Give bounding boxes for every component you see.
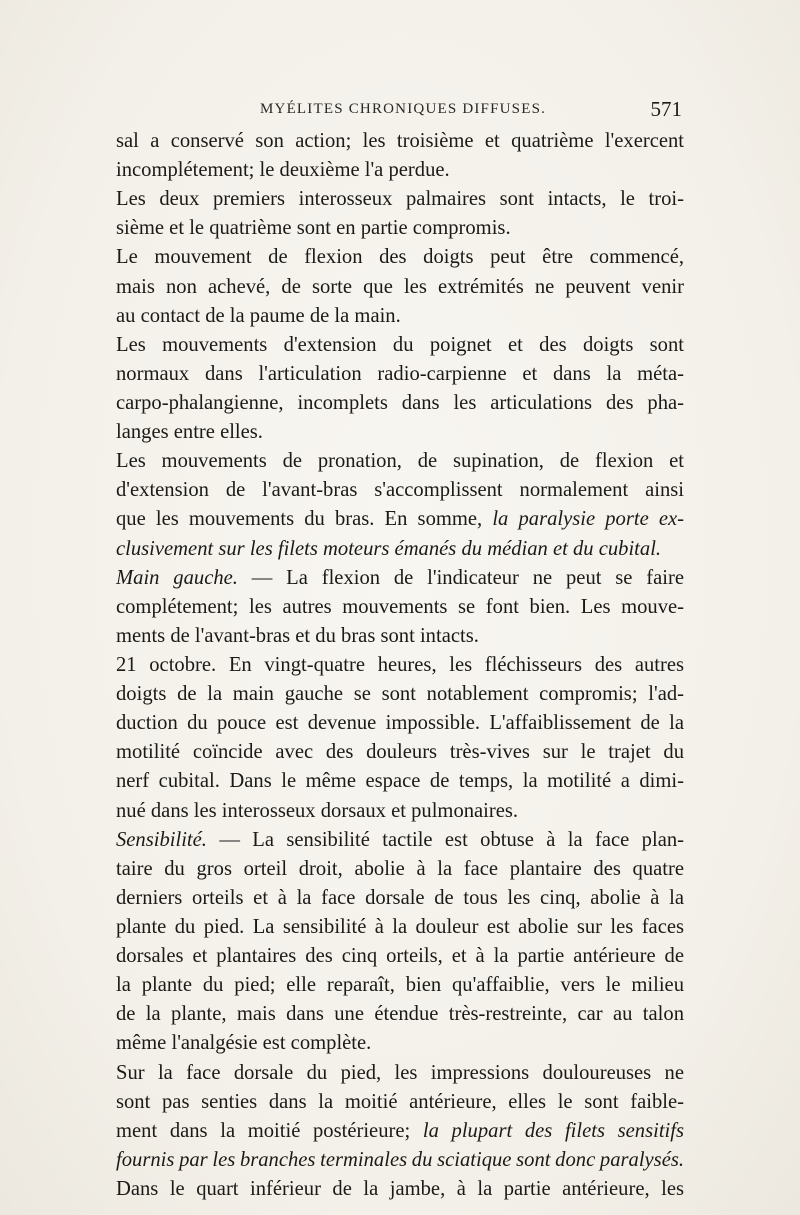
text-line: au contact de la paume de la main. xyxy=(116,304,401,327)
text-line: Les mouvements d'extension du poignet et des doigts sont xyxy=(116,333,684,356)
text-line: Les deux premiers interosseux palmaires sont intacts, le troi- xyxy=(116,188,684,211)
italic-phrase: fournis par les branches terminales du sciatique sont donc paralysés. xyxy=(116,1148,684,1171)
text-line: sal a conservé son action; les troisième et quatrième l'exercent xyxy=(116,130,684,152)
text-line: taire du gros orteil droit, abolie à la face plantaire des quatre xyxy=(116,857,684,880)
text-line: 21 octobre. En vingt-quatre heures, les fléchisseurs des autres xyxy=(116,653,684,676)
text-line: même l'analgésie est complète. xyxy=(116,1032,372,1055)
text-line: sième et le quatrième sont en partie compromis. xyxy=(116,217,511,240)
text-line: nué dans les interosseux dorsaux et pulmonaires. xyxy=(116,799,519,822)
text-line: dorsales et plantaires des cinq orteils, et à la partie antérieure de xyxy=(116,945,684,968)
italic-phrase: la plupart des filets sensitifs xyxy=(422,1119,684,1142)
text-line: derniers orteils et à la face dorsale de tous les cinq, abolie à la xyxy=(116,886,684,909)
text-line: carpo-phalangienne, incomplets dans les articulations des pha- xyxy=(116,391,684,414)
text-line: que les mouvements du bras. En somme, la paralysie porte ex- xyxy=(116,508,684,531)
section-label-main-gauche: Main gauche. xyxy=(116,566,238,589)
text-line: d'extension de l'avant-bras s'accomplissent normalement ainsi xyxy=(116,479,684,502)
text-line: Dans le quart inférieur de la jambe, à la partie antérieure, les xyxy=(116,1177,684,1200)
text-line: langes entre elles. xyxy=(116,421,263,444)
text-line: mais non achevé, de sorte que les extrémités ne peuvent venir xyxy=(116,275,684,298)
text-line: de la plante, mais dans une étendue très-restreinte, car au talon xyxy=(116,1003,684,1026)
italic-phrase: la paralysie porte ex- xyxy=(492,508,684,531)
page-number: 571 xyxy=(650,97,682,121)
text-line: incomplétement; le deuxième l'a perdue. xyxy=(116,159,450,182)
italic-phrase: clusivement sur les filets moteurs émanés du médian et du cubital. xyxy=(116,537,662,560)
text-line: plante du pied. La sensibilité à la douleur est abolie sur les faces xyxy=(116,915,684,938)
text-line: la plante du pied; elle reparaît, bien qu'affaiblie, vers le milieu xyxy=(116,974,684,997)
text-line xyxy=(116,535,684,564)
text-line: ment dans la moitié postérieure; la plupart des filets sensitifs xyxy=(116,1119,684,1142)
text-line: Les mouvements de pronation, de supination, de flexion et xyxy=(116,450,684,473)
body-text xyxy=(116,127,684,1204)
section-label-sensibilite: Sensibilité. xyxy=(116,828,207,851)
text-line: doigts de la main gauche se sont notablement compromis; l'ad- xyxy=(116,683,684,706)
text-line: Main gauche. — La flexion de l'indicateur ne peut se faire xyxy=(116,566,684,589)
text-line: duction du pouce est devenue impossible. L'affaiblissement de la xyxy=(116,712,684,735)
text-line: Sensibilité. — La sensibilité tactile est obtuse à la face plan- xyxy=(116,828,684,851)
text-line: Le mouvement de flexion des doigts peut être commencé, xyxy=(116,246,684,269)
text-line xyxy=(116,1146,684,1175)
text-line: nerf cubital. Dans le même espace de temps, la motilité a dimi- xyxy=(116,770,684,793)
text-line: sont pas senties dans la moitié antérieure, elles le sont faible- xyxy=(116,1090,684,1113)
text-line: Sur la face dorsale du pied, les impressions douloureuses ne xyxy=(116,1061,684,1084)
text-line: normaux dans l'articulation radio-carpienne et dans la méta- xyxy=(116,362,684,385)
text-line: ments de l'avant-bras et du bras sont intacts. xyxy=(116,624,479,647)
running-header xyxy=(112,99,684,125)
text-line: motilité coïncide avec des douleurs très-vives sur le trajet du xyxy=(116,741,684,764)
running-title: MYÉLITES CHRONIQUES DIFFUSES. xyxy=(260,101,547,117)
text-line: complétement; les autres mouvements se font bien. Les mouve- xyxy=(116,595,684,618)
